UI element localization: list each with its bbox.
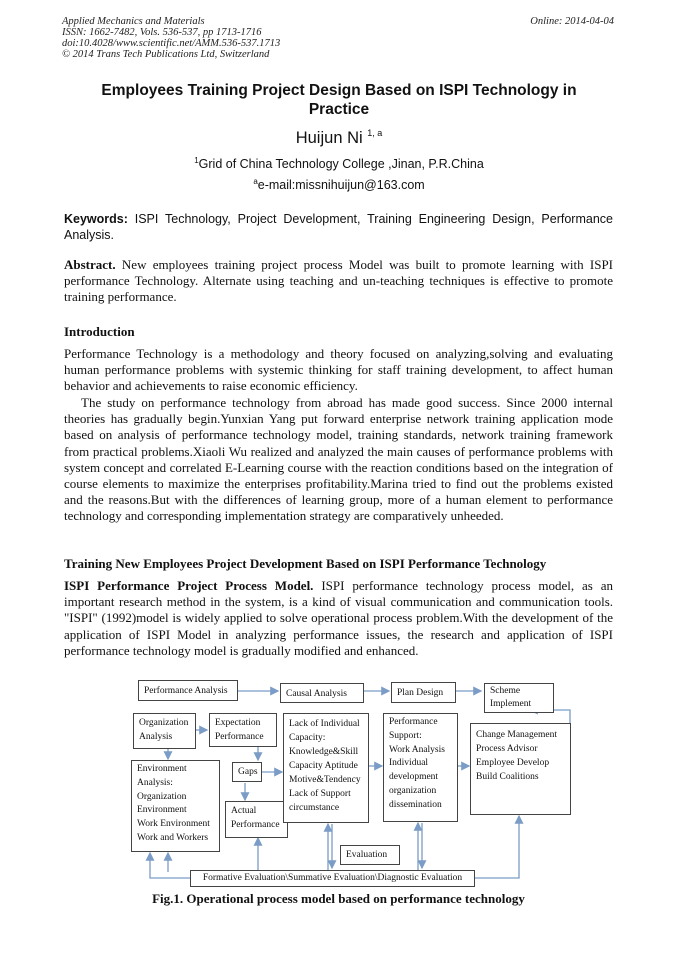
box-expectation-performance: Expectation Performance — [209, 713, 277, 747]
box-lack-capacity: Lack of Individual Capacity: Knowledge&Skill Capacity Aptitude Motive&Tendency Lack of Support circumstance — [283, 713, 369, 823]
issn: ISSN: 1662-7482, Vols. 536-537, pp 1713-1716 — [62, 27, 262, 38]
box-performance-support: Performance Support: Work Analysis Individual development organization dissemination — [383, 713, 458, 822]
figure-caption: Fig.1. Operational process model based on performance technology — [152, 891, 525, 906]
email: $^a$e-mail:missnihuijun@163.com — [253, 177, 425, 192]
box-evaluation: Evaluation — [340, 845, 400, 865]
box-gaps: Gaps — [232, 762, 262, 782]
intro-paragraph-2: The study on performance technology from abroad has made good success. Since 2000 internal theories has gradually begin.Yunxian Yang put forward enterprise network training application mode based on analysis of performance technology model, training standards, network training framework from practical problems.Xiaoli Wu realized and analyzed the main causes of performance problems with system concept and correlated E-Learning course with the reaction conditions based on the integration of course elements to maximize the enterprises profitability.Marina tried to find out the problems existed and the reasons.But with the differences of learning group, more of a human element to performance technology and corresponding implementation strategy are comparatively unheeded. — [64, 395, 613, 524]
doi: doi:10.4028/www.scientific.net/AMM.536-537.1713 — [62, 38, 281, 49]
box-plan-design: Plan Design — [391, 682, 456, 703]
section2-paragraph: ISPI Performance Project Process Model. ISPI performance technology process model, as an important research method in the system, is a kind of visual communication and communication tools. "ISPI" (1992)model is widely applied to solve operational process problem.With the development of the application of ISPI Model in analyzing performance issues, the research and application of ISPI performance technology model is gradually modified and enhanced. — [64, 578, 613, 658]
arrow-formative-cm — [475, 816, 519, 878]
box-change-management: Change Management Process Advisor Employee Develop Build Coalitions — [470, 723, 571, 815]
arrow-formative-left — [150, 853, 190, 878]
intro-heading: Introduction — [64, 324, 135, 339]
box-actual-performance: Actual Performance — [225, 801, 288, 838]
intro-paragraph-1: Performance Technology is a methodology and theory focused on analyzing,solving and evaluating human performance problems with systemic thinking for staff training development, to affect human behavior and achievements to raise economic efficiency. — [64, 346, 613, 394]
box-performance-analysis: Performance Analysis — [138, 680, 238, 701]
section2-heading: Training New Employees Project Development Based on ISPI Performance Technology — [64, 556, 547, 571]
author-sup: 1, a — [367, 128, 383, 138]
box-formative-evaluation: Formative Evaluation\Summative Evaluation\Diagnostic Evaluation — [190, 870, 475, 887]
affiliation: $^1$Grid of China Technology College ,Jinan, P.R.China — [194, 156, 484, 171]
abstract-label: Abstract. — [64, 257, 116, 272]
keywords-label: Keywords: — [64, 212, 128, 226]
box-scheme-implement: Scheme Implement — [484, 683, 554, 713]
keywords-text: ISPI Technology, Project Development, Training Engineering Design, Performance Analysis. — [64, 212, 613, 242]
online-date: Online: 2014-04-04 — [530, 16, 614, 27]
author-name: Huijun Ni — [295, 129, 363, 147]
copyright: © 2014 Trans Tech Publications Ltd, Switzerland — [62, 49, 270, 60]
abstract-text: New employees training project process Model was built to promote learning with ISPI performance Technology. Alternate using teaching and un-teaching techniques is effective to promote training performance. — [64, 257, 613, 304]
box-organization-analysis: Organization Analysis — [133, 713, 196, 749]
box-causal-analysis: Causal Analysis — [280, 683, 364, 703]
paper-title: Employees Training Project Design Based on ISPI Technology in Practice — [101, 82, 577, 118]
section2-lead: ISPI Performance Project Process Model. — [64, 578, 314, 593]
box-environment-analysis: Environment Analysis: Organization Environment Work Environment Work and Workers — [131, 760, 220, 852]
journal-name: Applied Mechanics and Materials — [62, 16, 205, 27]
